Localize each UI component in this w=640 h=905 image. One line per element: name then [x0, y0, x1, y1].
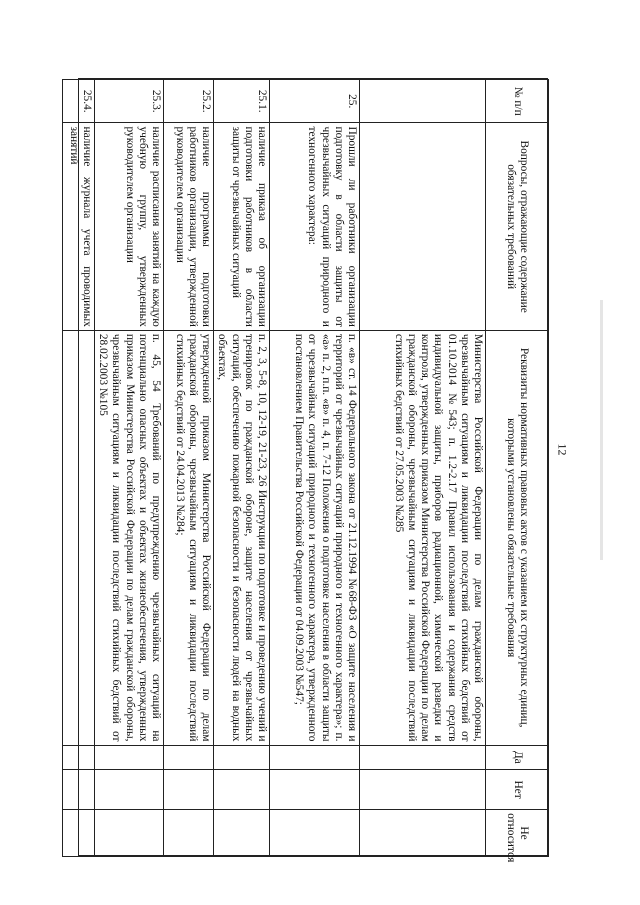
row-refs: п. 2, 3, 5-8, 10, 12-19, 21-23, 26 Инструкции по подготовке и проведению учений и тренировок по гражданской обороне, защите населения от чрезвычайных ситуаций, обеспечению пожарной безопасности и безопасности людей на водных объектах, — [214, 330, 270, 745]
scan-artifact — [600, 300, 603, 560]
row-refs: Министерства Российской Федерации по делам гражданской обороны, чрезвычайным ситуациям и ликвидации последствий стихийных бедствий от 01.10.2014 №543; п. 1.2-2.17 Правил использования и содержания средств индивидуальной защиты, приборов радиационной, химической разведки и контроля, утвержденных приказом Министерства Российской Федерации по делам гражданской обороны, чрезвычайным ситуациям и ликвидации последствий стихийных бедствий от 27.05.2003 №285 — [360, 330, 486, 745]
header-num: № п/п — [486, 80, 549, 123]
row-question: Прошли ли работники организации подготовку в области защиты от чрезвычайных ситуаций природного и техногенного характера: — [270, 123, 360, 330]
no-cell[interactable] — [95, 770, 164, 810]
header-na: Не относится — [486, 810, 549, 857]
na-cell[interactable] — [63, 810, 95, 857]
table-row — [164, 80, 214, 857]
row-num: 25. — [270, 80, 360, 123]
row-refs: п. «в» ст. 14 Федерального закона от 21.12.1994 №68-ФЗ «О защите населения и территорий от чрезвычайных ситуаций природного и техногенного характера»; п. «а» п. 2, п.п. «в» п. 4, п. 7-12 Положения о подготовке населения в области защиты от чрезвычайных ситуаций природного и техногенного характера, утвержденного постановлением Правительства Российской Федерации от 04.09.2003 №547; — [270, 330, 360, 745]
header-no: Нет — [486, 770, 549, 810]
row-num: 25.4. — [63, 80, 95, 123]
na-cell[interactable] — [95, 810, 164, 857]
na-cell[interactable] — [164, 810, 214, 857]
row-question: наличие программы подготовки работников организации, утвержденной руководителем организации — [164, 123, 214, 330]
no-cell[interactable] — [214, 770, 270, 810]
row-num — [360, 80, 486, 123]
no-cell[interactable] — [164, 770, 214, 810]
row-refs — [63, 330, 95, 745]
row-num: 25.3. — [95, 80, 164, 123]
yes-cell[interactable] — [164, 745, 214, 770]
row-question — [360, 123, 486, 330]
row-refs: п. 45, 54 Требований по предупреждению чрезвычайных ситуаций на потенциально опасных объектах и объектах жизнеобеспечения, утвержденных приказом Министерства Российской Федерации по делам гражданской обороны, чрезвычайным ситуациям и ликвидации последствий стихийных бедствий от 28.02.2003 №105 — [95, 330, 164, 745]
yes-cell[interactable] — [63, 745, 95, 770]
yes-cell[interactable] — [214, 745, 270, 770]
page-number: 12 — [555, 443, 570, 456]
na-cell[interactable] — [360, 810, 486, 857]
table-row — [360, 80, 486, 857]
requirements-table — [62, 79, 549, 863]
header-refs: Реквизиты нормативных правовых актов с указанием их структурных единиц, которыми установлены обязательные требования — [486, 330, 549, 745]
rotated-page — [67, 79, 549, 863]
na-cell[interactable] — [214, 810, 270, 857]
no-cell[interactable] — [270, 770, 360, 810]
row-num: 25.2. — [164, 80, 214, 123]
yes-cell[interactable] — [360, 745, 486, 770]
row-question: наличие приказа об организации подготовки работников в области защиты от чрезвычайных ситуаций — [214, 123, 270, 330]
no-cell[interactable] — [63, 770, 95, 810]
table-row — [270, 80, 360, 857]
row-question: наличие журнала учета проводимых занятий — [63, 123, 95, 330]
row-question: наличие расписания занятий на каждую учебную группу, утвержденных руководителем организации — [95, 123, 164, 330]
table-row — [63, 80, 95, 857]
yes-cell[interactable] — [95, 745, 164, 770]
header-yes: Да — [486, 745, 549, 770]
no-cell[interactable] — [360, 770, 486, 810]
row-num: 25.1. — [214, 80, 270, 123]
yes-cell[interactable] — [270, 745, 360, 770]
requirements-table-frame — [67, 78, 548, 863]
header-question: Вопросы, отражающие содержание обязательных требований — [486, 123, 549, 330]
na-cell[interactable] — [270, 810, 360, 857]
row-refs: утвержденной приказом Министерства Российской Федерации по делам гражданской обороны, чрезвычайным ситуациям и ликвидации последствий стихийных бедствий от 24.04.2013 №284; — [164, 330, 214, 745]
table-row — [95, 80, 164, 857]
table-row — [214, 80, 270, 857]
table-header-row — [486, 80, 549, 857]
